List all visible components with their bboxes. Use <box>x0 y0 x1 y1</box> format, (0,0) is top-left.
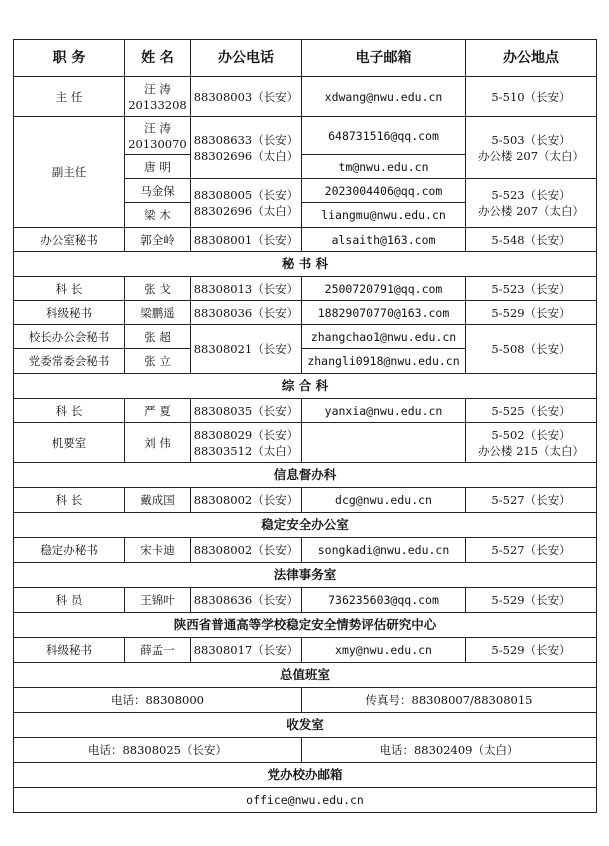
role-cell: 副主任 <box>14 117 125 228</box>
table-row <box>14 325 597 349</box>
role-cell: 党委常委会秘书 <box>14 349 125 374</box>
location-line: 办公楼 207（太白） <box>477 204 585 218</box>
section-row <box>14 374 597 399</box>
name-cell: 梁 木 <box>125 203 191 228</box>
location-cell <box>466 179 597 228</box>
name-text: 汪 涛 <box>144 81 171 96</box>
phone-cell: 88308035（长安） <box>191 399 302 423</box>
location-cell: 5-510（长安） <box>466 77 597 117</box>
phone-line: 88302696（太白） <box>193 204 299 218</box>
section-row <box>14 613 597 638</box>
duty-phone-cell: 电话：88308000 <box>14 688 302 713</box>
email-cell: 2023004406@qq.com <box>302 179 466 203</box>
phone-cell: 88308013（长安） <box>191 277 302 301</box>
name-extra-text: 20130070 <box>128 136 187 151</box>
name-cell <box>125 117 191 155</box>
section-title: 陕西省普通高等学校稳定安全情势评估研究中心 <box>14 613 597 638</box>
section-title: 信息督办科 <box>14 463 597 488</box>
phone-cell: 88308002（长安） <box>191 488 302 513</box>
table-row <box>14 117 597 155</box>
role-cell: 科 长 <box>14 277 125 301</box>
role-cell: 科 长 <box>14 488 125 513</box>
name-cell: 张 立 <box>125 349 191 374</box>
name-text: 汪 涛 <box>144 120 171 135</box>
location-line: 办公楼 207（太白） <box>477 148 585 163</box>
header-email: 电子邮箱 <box>302 40 466 77</box>
phone-cell: 88308021（长安） <box>191 325 302 374</box>
location-cell <box>466 423 597 463</box>
phone-cell: 88308036（长安） <box>191 301 302 325</box>
location-cell: 5-523（长安） <box>466 277 597 301</box>
section-row <box>14 513 597 538</box>
section-row <box>14 563 597 588</box>
email-cell: zhangli0918@nwu.edu.cn <box>302 349 466 374</box>
role-cell: 科级秘书 <box>14 638 125 663</box>
name-cell <box>125 77 191 117</box>
location-cell: 5-529（长安） <box>466 588 597 613</box>
phone-line: 88302696（太白） <box>193 148 299 163</box>
office-email-cell: office@nwu.edu.cn <box>14 788 597 813</box>
phone-cell: 88308002（长安） <box>191 538 302 563</box>
name-cell: 严 夏 <box>125 399 191 423</box>
table-row <box>14 423 597 463</box>
role-cell: 科 员 <box>14 588 125 613</box>
location-cell <box>466 117 597 179</box>
role-cell: 办公室秘书 <box>14 228 125 252</box>
section-row <box>14 663 597 688</box>
name-cell: 张 戈 <box>125 277 191 301</box>
header-row <box>14 40 597 77</box>
mailroom-phone-cell: 电话：88302409（太白） <box>302 738 597 763</box>
section-title: 总值班室 <box>14 663 597 688</box>
table-row <box>14 688 597 713</box>
email-cell: xmy@nwu.edu.cn <box>302 638 466 663</box>
header-name: 姓 名 <box>125 40 191 77</box>
name-cell: 张 超 <box>125 325 191 349</box>
name-cell: 戴成国 <box>125 488 191 513</box>
table-row <box>14 638 597 663</box>
location-line: 办公楼 215（太白） <box>477 443 585 458</box>
table-row <box>14 228 597 252</box>
name-cell: 薛孟一 <box>125 638 191 663</box>
location-line: 5-523（长安） <box>491 188 571 202</box>
email-cell: dcg@nwu.edu.cn <box>302 488 466 513</box>
header-phone: 办公电话 <box>191 40 302 77</box>
email-cell: 2500720791@qq.com <box>302 277 466 301</box>
email-cell: songkadi@nwu.edu.cn <box>302 538 466 563</box>
role-cell: 科 长 <box>14 399 125 423</box>
name-cell: 梁鹏遥 <box>125 301 191 325</box>
section-title: 秘 书 科 <box>14 252 597 277</box>
table-row <box>14 77 597 117</box>
phone-line: 88308633（长安） <box>193 132 299 147</box>
header-location: 办公地点 <box>466 40 597 77</box>
name-cell: 刘 伟 <box>125 423 191 463</box>
table-row <box>14 301 597 325</box>
phone-line: 88308005（长安） <box>193 188 299 202</box>
location-line: 5-503（长安） <box>491 132 571 147</box>
section-row <box>14 713 597 738</box>
table-row <box>14 588 597 613</box>
name-cell: 马金保 <box>125 179 191 203</box>
phone-cell <box>191 179 302 228</box>
section-title: 稳定安全办公室 <box>14 513 597 538</box>
location-cell: 5-529（长安） <box>466 638 597 663</box>
phone-cell: 88308636（长安） <box>191 588 302 613</box>
phone-cell <box>191 423 302 463</box>
table-row <box>14 538 597 563</box>
email-cell: 648731516@qq.com <box>302 117 466 155</box>
location-line: 5-502（长安） <box>491 427 571 442</box>
location-cell: 5-525（长安） <box>466 399 597 423</box>
location-cell: 5-508（长安） <box>466 325 597 374</box>
phone-line: 88303512（太白） <box>193 443 299 458</box>
header-role: 职 务 <box>14 40 125 77</box>
table-row <box>14 738 597 763</box>
section-title: 法律事务室 <box>14 563 597 588</box>
section-row <box>14 763 597 788</box>
email-cell: 18829070770@163.com <box>302 301 466 325</box>
section-title: 收发室 <box>14 713 597 738</box>
name-cell: 宋卡迪 <box>125 538 191 563</box>
phone-cell: 88308003（长安） <box>191 77 302 117</box>
name-cell: 郭全岭 <box>125 228 191 252</box>
section-row <box>14 463 597 488</box>
role-cell: 科级秘书 <box>14 301 125 325</box>
duty-fax-cell: 传真号：88308007/88308015 <box>302 688 597 713</box>
section-row <box>14 252 597 277</box>
name-cell: 唐 明 <box>125 155 191 179</box>
phone-cell: 88308017（长安） <box>191 638 302 663</box>
email-cell: yanxia@nwu.edu.cn <box>302 399 466 423</box>
phone-line: 88308029（长安） <box>193 427 299 442</box>
role-cell: 机要室 <box>14 423 125 463</box>
mailroom-phone-cell: 电话：88308025（长安） <box>14 738 302 763</box>
email-cell: tm@nwu.edu.cn <box>302 155 466 179</box>
table-row <box>14 788 597 813</box>
table-row <box>14 399 597 423</box>
role-cell: 校长办公会秘书 <box>14 325 125 349</box>
location-cell: 5-548（长安） <box>466 228 597 252</box>
contact-directory-table <box>13 39 597 813</box>
table-row <box>14 488 597 513</box>
name-extra-text: 20133208 <box>128 97 187 112</box>
email-cell: alsaith@163.com <box>302 228 466 252</box>
table-row <box>14 277 597 301</box>
section-title: 党办校办邮箱 <box>14 763 597 788</box>
location-cell: 5-527（长安） <box>466 488 597 513</box>
role-cell: 主 任 <box>14 77 125 117</box>
email-cell: 736235603@qq.com <box>302 588 466 613</box>
section-title: 综 合 科 <box>14 374 597 399</box>
location-cell: 5-529（长安） <box>466 301 597 325</box>
email-cell: liangmu@nwu.edu.cn <box>302 203 466 228</box>
email-cell: zhangchao1@nwu.edu.cn <box>302 325 466 349</box>
location-cell: 5-527（长安） <box>466 538 597 563</box>
email-cell <box>302 423 466 463</box>
phone-cell: 88308001（长安） <box>191 228 302 252</box>
phone-cell <box>191 117 302 179</box>
role-cell: 稳定办秘书 <box>14 538 125 563</box>
email-cell: xdwang@nwu.edu.cn <box>302 77 466 117</box>
name-cell: 王锦叶 <box>125 588 191 613</box>
